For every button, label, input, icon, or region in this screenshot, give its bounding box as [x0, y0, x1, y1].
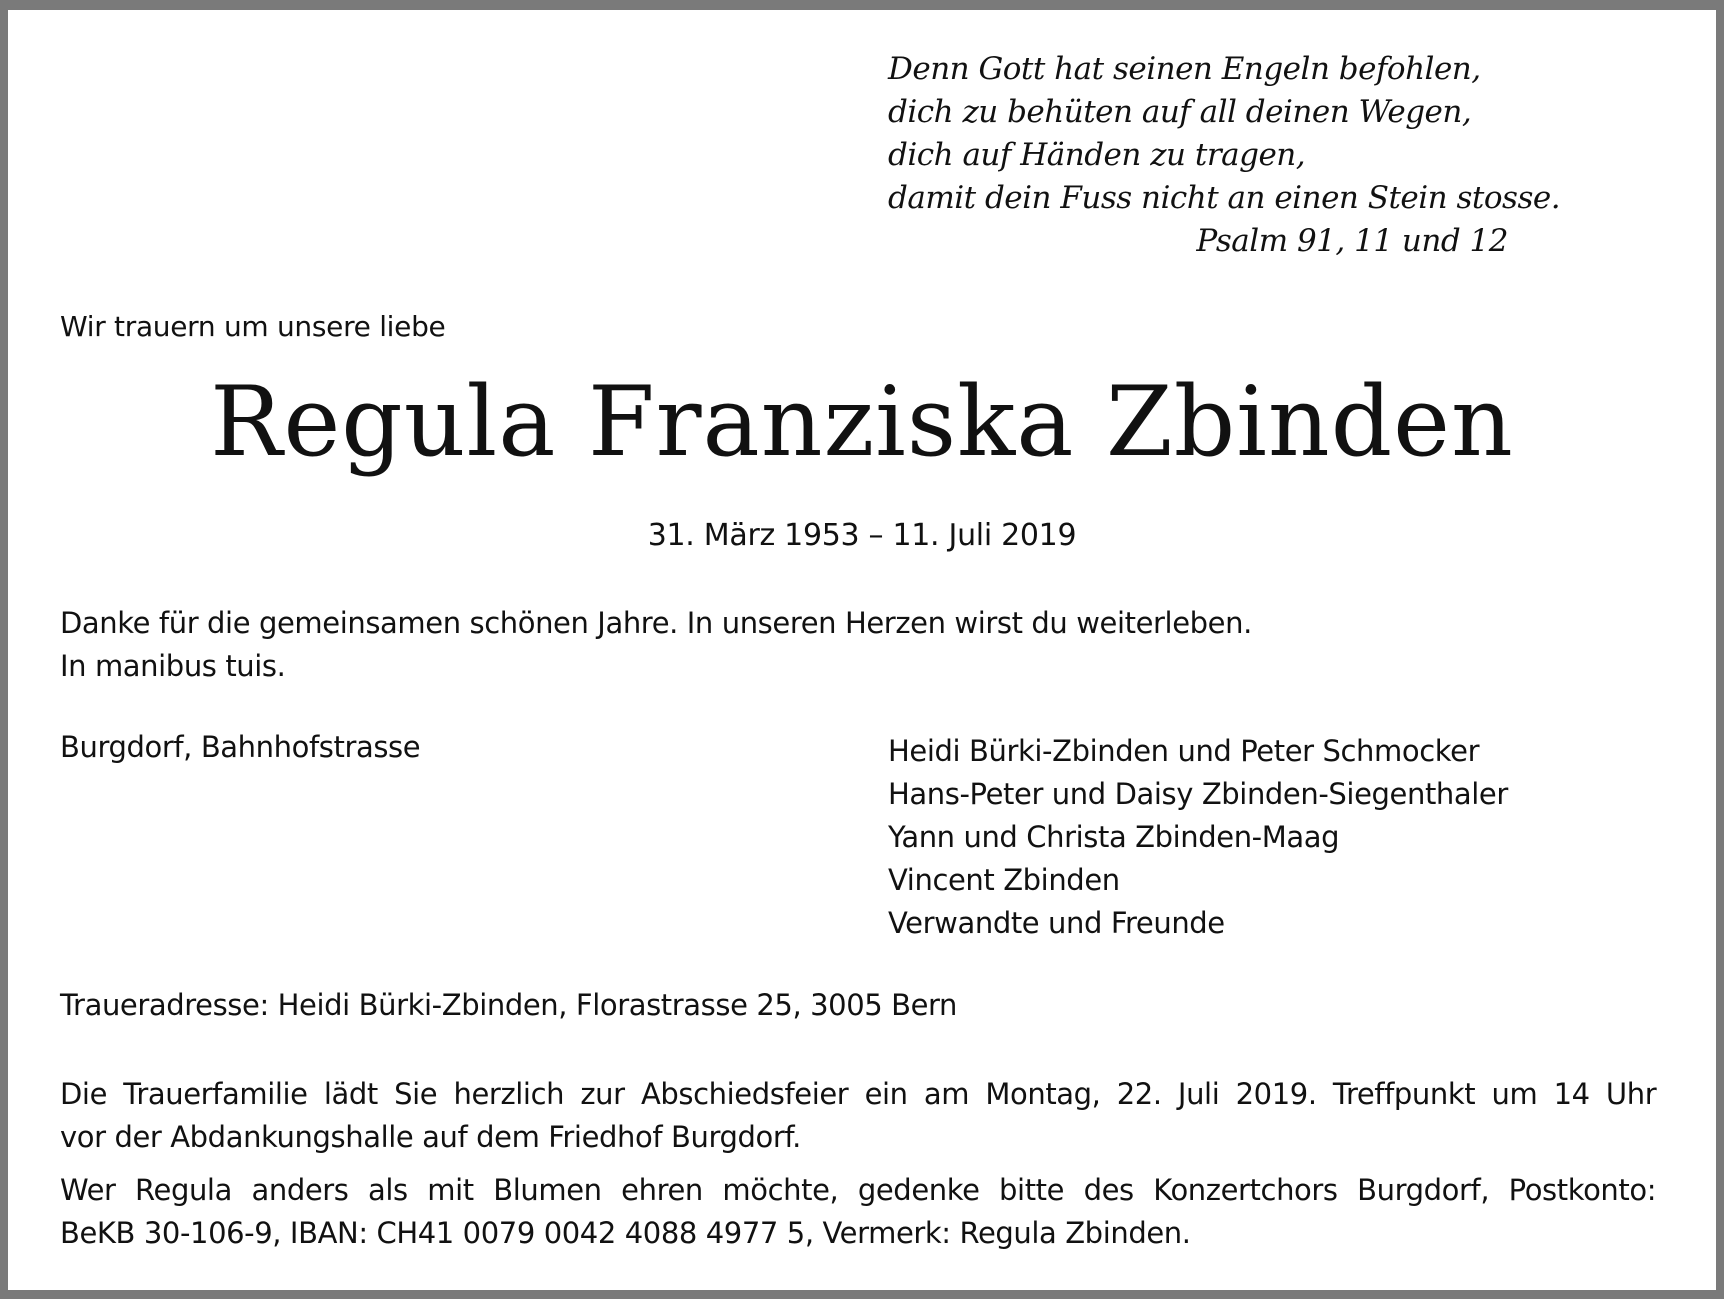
donation-line: Wer Regula anders als mit Blumen ehren möchte, gedenke bitte des Konzertchors Burgdorf, Postkonto: — [60, 1173, 1657, 1207]
deceased-name: Regula Franziska Zbinden — [210, 366, 1514, 478]
verse-line: dich auf Händen zu tragen, — [888, 137, 1306, 173]
verse-line: damit dein Fuss nicht an einen Stein stosse. — [888, 180, 1561, 216]
mourning-address: Traueradresse: Heidi Bürki-Zbinden, Florastrasse 25, 3005 Bern — [60, 988, 958, 1022]
donation-paragraph — [60, 1169, 1656, 1255]
verse-line: Denn Gott hat seinen Engeln befohlen, — [888, 51, 1481, 87]
intro-text: Wir trauern um unsere liebe — [60, 310, 446, 343]
ceremony-line: vor der Abdankungshalle auf dem Friedhof Burgdorf. — [60, 1120, 801, 1154]
mourner-entry: Hans-Peter und Daisy Zbinden-Siegenthaler — [888, 777, 1508, 811]
mourner-entry: Verwandte und Freunde — [888, 906, 1225, 940]
location-text: Burgdorf, Bahnhofstrasse — [60, 730, 421, 764]
thanks-text — [60, 602, 1252, 688]
verse-reference: Psalm 91, 11 und 12 — [1196, 223, 1508, 259]
ceremony-paragraph — [60, 1073, 1656, 1159]
thanks-line: In manibus tuis. — [60, 649, 286, 683]
mourner-entry: Heidi Bürki-Zbinden und Peter Schmocker — [888, 734, 1480, 768]
mourner-entry: Yann und Christa Zbinden-Maag — [888, 820, 1340, 854]
verse-line: dich zu behüten auf all deinen Wegen, — [888, 94, 1472, 130]
ceremony-line: Die Trauerfamilie lädt Sie herzlich zur Abschiedsfeier ein am Montag, 22. Juli 2019. Treffpunkt um 14 Uhr — [60, 1077, 1657, 1111]
donation-line: BeKB 30-106-9, IBAN: CH41 0079 0042 4088 4977 5, Vermerk: Regula Zbinden. — [60, 1216, 1191, 1250]
psalm-verse — [888, 48, 1561, 263]
thanks-line: Danke für die gemeinsamen schönen Jahre. In unseren Herzen wirst du weiterleben. — [60, 606, 1252, 640]
life-dates: 31. März 1953 – 11. Juli 2019 — [647, 518, 1077, 553]
obituary-page — [8, 10, 1716, 1290]
mourners-list — [888, 730, 1508, 945]
mourner-entry: Vincent Zbinden — [888, 863, 1120, 897]
